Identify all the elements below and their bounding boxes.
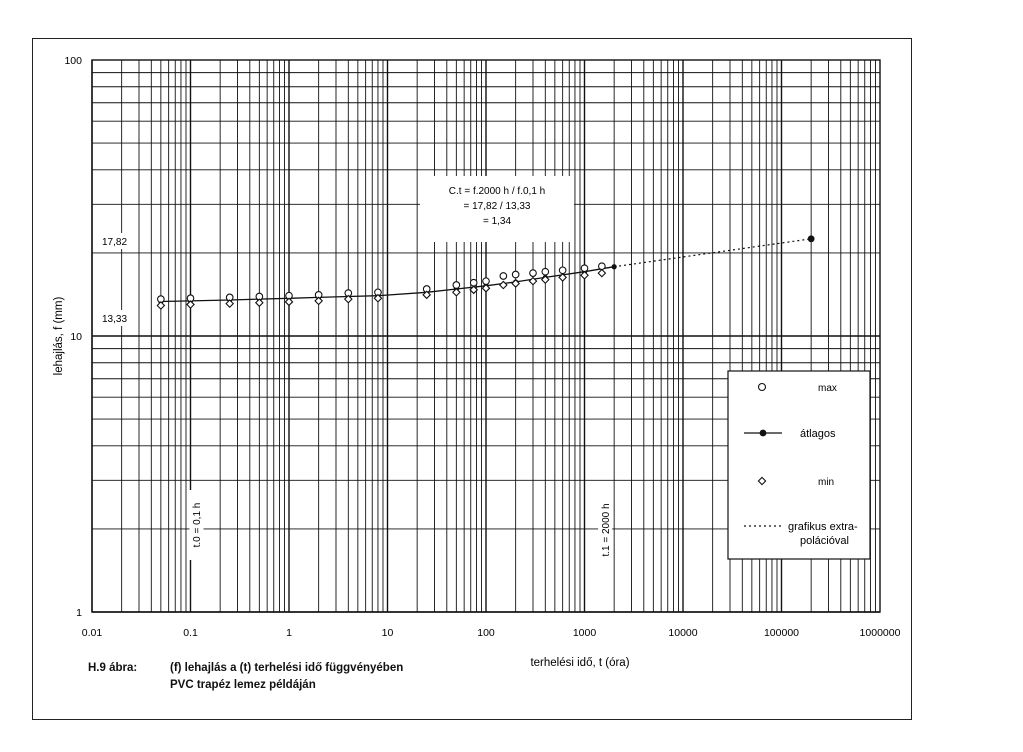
series-min-point (157, 302, 164, 309)
series-min-point (256, 299, 263, 306)
series-max-point (599, 263, 606, 270)
legend-max-marker (759, 384, 766, 391)
legend-extrapolation-label-1: grafikus extra- (788, 521, 858, 533)
series-max-point (500, 273, 507, 280)
series-min-point (598, 270, 605, 277)
y-tick-labels (64, 55, 82, 619)
series-max-point (453, 282, 460, 289)
legend-extrapolation-label-2: polációval (800, 535, 849, 547)
x-tick-label: 10000 (668, 627, 698, 639)
formula-line-3: = 1,34 (482, 216, 512, 227)
x-axis-label: terhelési idő, t (óra) (530, 657, 630, 669)
legend-avg-label: átlagos (800, 428, 836, 440)
series-max-point (470, 279, 477, 286)
y-marker-high: 17,82 (102, 237, 128, 248)
series-max-point (530, 270, 537, 277)
series-max-point (483, 278, 490, 285)
x-tick-labels (82, 627, 901, 639)
caption-number: H.9 ábra: (88, 662, 138, 674)
y-axis-label: lehajlás, f (mm) (53, 296, 65, 376)
series-max-point (542, 268, 549, 275)
series-max-point (559, 267, 566, 274)
caption-line-1: (f) lehajlás a (t) terhelési idő függvényében (170, 662, 404, 674)
y-tick-label: 100 (64, 55, 82, 67)
y-tick-label: 1 (76, 607, 82, 619)
figure-caption (88, 660, 403, 694)
legend-max-label: max (818, 383, 837, 394)
series-max-point (512, 271, 519, 278)
caption-line-2: PVC trapéz lemez példáján (170, 679, 316, 691)
series-min-point (187, 301, 194, 308)
series-min-point (285, 298, 292, 305)
series-min-point (315, 297, 322, 304)
x-tick-label: 1 (286, 627, 292, 639)
formula-line-2: = 17,82 / 13,33 (463, 201, 531, 212)
x-tick-label: 100 (477, 627, 495, 639)
series-min-point (500, 281, 507, 288)
x-tick-label: 100000 (763, 627, 800, 639)
formula-line-1: C.t = f.2000 h / f.0,1 h (448, 186, 546, 197)
x-tick-label: 1000000 (859, 627, 901, 639)
x-tick-label: 0.1 (183, 627, 198, 639)
x-tick-label: 10 (381, 627, 394, 639)
x-tick-label: 0.01 (81, 627, 103, 639)
legend-avg-marker (760, 430, 767, 437)
legend-min-label: min (818, 477, 835, 488)
t1-label: t.1 = 2000 h (600, 503, 612, 557)
x-tick-label: 1000 (572, 627, 597, 639)
series-avg-point (612, 264, 617, 269)
t0-label: t.0 = 0,1 h (192, 502, 204, 548)
series-min-point (581, 272, 588, 279)
series-extrapolation-point (808, 235, 815, 242)
series-max-point (581, 265, 588, 272)
y-tick-label: 10 (70, 331, 82, 343)
legend (728, 371, 870, 559)
series-min-point (226, 300, 233, 307)
y-marker-low: 13,33 (102, 314, 128, 325)
